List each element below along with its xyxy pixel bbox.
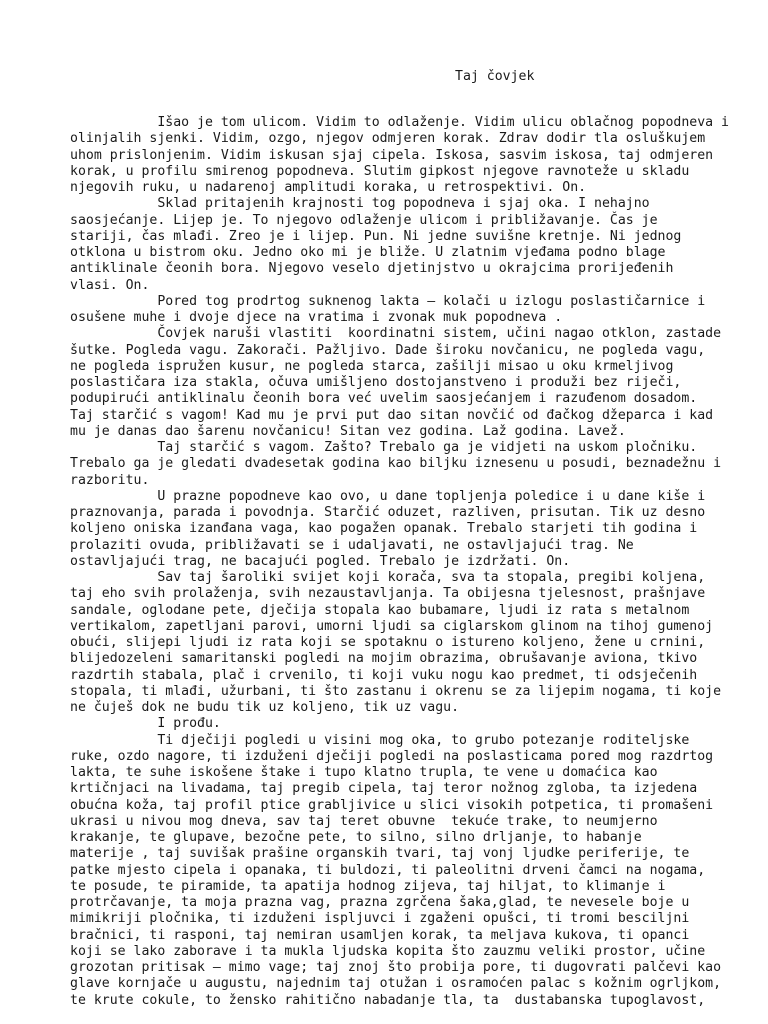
text-line: poslastičara iza stakla, očuva umišljeno dostojanstveno i produži bez riječi, xyxy=(70,375,682,390)
text-line: sandale, oglodane pete, dječija stopala kao bubamare, ljudi iz rata s metalnom xyxy=(70,602,690,618)
text-line: mimikriji pločnika, ti izduženi ispljuvci i zgaženi opušci, ti tromi besciljni xyxy=(70,911,690,927)
text-line: bračnici, ti rasponi, taj nemiran usamljen korak, ta meljava kukova, ti opanci xyxy=(70,927,690,943)
text-line: ostavljajući trag, ne bacajući pogled. Trebalo je izdržati. On. xyxy=(70,553,571,569)
text-line: grozotan pritisak – mimo vage; taj znoj što probija pore, ti dugovrati palčevi kao xyxy=(70,960,722,975)
text-line: I prođu. xyxy=(70,716,221,732)
text-line: razboritu. xyxy=(70,472,150,488)
text-line: Išao je tom ulicom. Vidim to odlaženje. Vidim ulicu oblačnog popodneva i xyxy=(70,115,729,130)
text-line: krakanje, te glupave, bezočne pete, to silno, silno drljanje, to habanje xyxy=(70,830,642,845)
text-line: Trebalo ga je gledati dvadesetak godina kao biljku iznesenu u posudi, beznadežnu i xyxy=(70,456,722,472)
text-line: protrčavanje, ta moja prazna vag, prazna zgrčena šaka,glad, te nevesele boje u xyxy=(70,895,690,910)
text-line: stariji, čas mlađi. Zreo je i lijep. Pun. Ni jedne suvišne kretnje. Ni jednog xyxy=(70,228,682,244)
text-line: Čovjek naruši vlastiti koordinatni sistem, učini nagao otklon, zastade xyxy=(70,326,722,342)
text-line: ukrasi u nivou mog dneva, sav taj teret obuvne tekuće trake, to neumjerno xyxy=(70,813,658,829)
text-line: ruke, ozdo nagore, ti izduženi dječiji pogledi na poslasticama pored mog razdrtog xyxy=(70,748,714,764)
text-line: Sklad pritajenih krajnosti tog popodneva i sjaj oka. I nehajno xyxy=(70,196,650,212)
text-line: korak, u profilu smirenog popodneva. Slutim gipkost njegove ravnoteže u skladu xyxy=(70,163,690,179)
text-line: ne čuješ dok ne budu tik uz koljeno, tik uz vagu. xyxy=(70,700,460,715)
text-line: lakta, te suhe iskošene štake i tupo klatno trupla, te vene u domaćica kao xyxy=(70,765,658,780)
text-line: te posude, te piramide, ta apatija hodnog zijeva, taj hiljat, to klimanje i xyxy=(70,878,666,894)
text-line: antiklinale čeonih bora. Njegovo veselo djetinjstvo u okrajcima prorijeđenih xyxy=(70,261,674,277)
document-title: Taj čovjek xyxy=(455,69,535,84)
text-line: patke mjesto cipela i opanaka, ti buldozi, ti paleolitni drveni čamci na nogama, xyxy=(70,862,706,878)
document-body xyxy=(70,115,729,1009)
text-line: taj eho svih prolaženja, svih nezaustavljanja. Ta obijesna tjelesnost, prašnjave xyxy=(70,586,706,602)
text-line: uhom prislonjenim. Vidim iskusan sjaj cipela. Iskosa, sasvim iskosa, taj odmjeren xyxy=(70,147,714,163)
text-line: Ti dječiji pogledi u visini mog oka, to grubo potezanje roditeljske xyxy=(70,732,690,748)
text-line: Sav taj šaroliki svijet koji korača, sva ta stopala, pregibi koljena, xyxy=(70,570,706,585)
text-line: koji se lako zaborave i ta mukla ljudska kopita što zauzmu veliki prostor, učine xyxy=(70,943,706,959)
text-line: osušene muhe i dvoje djece na vratima i zvonak muk popodneva . xyxy=(70,310,563,325)
text-line: razdrtih stabala, plač i crvenilo, ti koji vuku nogu kao predmet, ti odsječenih xyxy=(70,667,698,683)
text-line: obućna koža, taj profil ptice grabljivice u slici visokih potpetica, ti promašeni xyxy=(70,797,714,813)
text-line: koljeno oniska izanđana vaga, kao pogažen opanak. Trebalo starjeti tih godina i xyxy=(70,521,698,537)
text-line: šutke. Pogleda vagu. Zakorači. Pažljivo. Dade široku novčanicu, ne pogleda vagu, xyxy=(70,342,706,358)
text-line: Taj starčić s vagom. Zašto? Trebalo ga je vidjeti na uskom pločniku. xyxy=(70,440,698,455)
text-line: njegovih ruku, u nadarenoj amplitudi koraka, u retrospektivi. On. xyxy=(70,180,587,195)
text-line: glave kornjače u augustu, najednim taj otužan i osramoćen palac s kožnim ogrljkom, xyxy=(70,976,722,992)
text-line: Pored tog prodrtog suknenog lakta – kolači u izlogu poslastičarnice i xyxy=(70,293,706,309)
text-line: prolaziti ovuda, približavati se i udaljavati, ne ostavljajući trag. Ne xyxy=(70,537,634,553)
text-line: olinjalih sjenki. Vidim, ozgo, njegov odmjeren korak. Zdrav dodir tla osluškujem xyxy=(70,131,706,147)
text-line: podupirući antiklinalu čeonih bora već uvelim saosjećanjem i razuđenom dosadom. xyxy=(70,391,698,407)
text-line: praznovanja, parada i povodnja. Starčić oduzet, razliven, prisutan. Tik uz desno xyxy=(70,505,706,520)
text-line: vlasi. On. xyxy=(70,277,150,293)
text-line: saosjećanje. Lijep je. To njegovo odlaženje ulicom i približavanje. Čas je xyxy=(70,212,658,228)
text-line: blijedozeleni samaritanski pogledi na mojim obrazima, obrušavanje aviona, tkivo xyxy=(70,651,698,667)
text-line: ne pogleda ispružen kusur, ne pogleda starca, zašilji misao u oku krmeljivog xyxy=(70,358,674,374)
text-line: obući, slijepi ljudi iz rata koji se spotaknu o istureno koljeno, žene u crnini, xyxy=(70,635,706,650)
text-line: te krute cokule, to žensko rahitično nabadanje tla, ta dustabanska tupoglavost, xyxy=(70,992,706,1008)
text-line: stopala, ti mlađi, užurbani, ti što zastanu i okrenu se za lijepim nogama, ti koje xyxy=(70,683,722,699)
text-line: vertikalom, zapetljani parovi, umorni ljudi sa ciglarskom glinom na tihoj gumenoj xyxy=(70,618,714,634)
text-line: otklona u bistrom oku. Jedno oko mi je bliže. U zlatnim vjeđama podno blage xyxy=(70,245,666,260)
text-line: materije , taj suvišak prašine organskih tvari, taj vonj ljudke periferije, te xyxy=(70,846,690,862)
text-line: mu je danas dao šarenu novčanicu! Sitan vez godina. Laž godina. Lavež. xyxy=(70,423,626,439)
text-line: U prazne popodneve kao ovo, u dane topljenja poledice i u dane kiše i xyxy=(70,488,706,504)
text-line: Taj starčić s vagom! Kad mu je prvi put dao sitan novčić od đačkog džeparca i kad xyxy=(70,407,714,423)
text-line: krtičnjaci na livadama, taj pregib cipela, taj teror nožnog zgloba, ta izjedena xyxy=(70,781,698,797)
